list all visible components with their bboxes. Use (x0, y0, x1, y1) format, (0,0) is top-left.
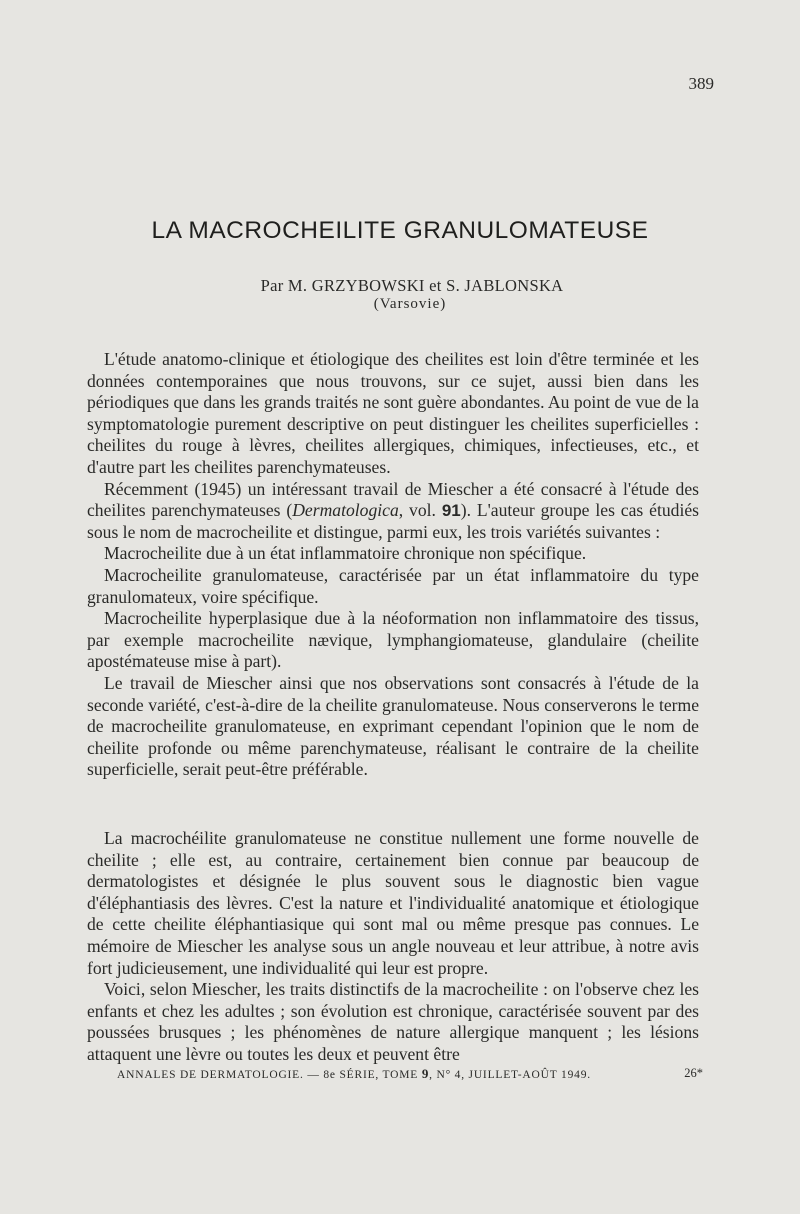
volume-number: 91 (441, 501, 461, 521)
authors-line: Par M. GRZYBOWSKI et S. JABLONSKA (260, 276, 564, 295)
paragraph: La macrochéilite granulomateuse ne constitue nullement une forme nouvelle de cheilite ; elle est, au contraire, certainement bien connue par beaucoup de dermatologistes et désignée le plus souvent sous le diagnostic bien vague d'éléphantiasis des lèvres. C'est la nature et l'individualité anatomique et étiologique de cette cheilite éléphantiasique qui sont mal ou même presque pas connues. Le mémoire de Miescher les analyse sous un angle nouveau et leur attribue, à notre avis fort judicieusement, une individualité qui leur est propre. (87, 828, 699, 978)
tome-number: 9 (421, 1066, 430, 1081)
affiliation: (Varsovie) (373, 296, 447, 312)
paragraph: Macrocheilite due à un état inflammatoire chronique non spécifique. (104, 543, 587, 564)
paragraph: Récemment (1945) un intéressant travail de Miescher a été consacré à l'étude des cheilites parenchymateuses (Dermatologica, vol. 91). L'auteur groupe les cas étudiés sous le nom de macrocheilite et distingue, parmi eux, les trois variétés suivantes : (87, 478, 699, 542)
paragraph: L'étude anatomo-clinique et étiologique des cheilites est loin d'être terminée et les données contemporaines que nous trouvons, sur ce sujet, aussi bien dans les périodiques que dans les grands traités ne sont guère abondantes. Au point de vue de la symptomatologie purement descriptive on peut distinguer les cheilites superficielles : cheilites du rouge à lèvres, cheilites allergiques, chimiques, infectieuses, etc., et d'autre part les cheilites parenchymateuses. (87, 349, 699, 477)
paragraph: Macrocheilite granulomateuse, caractérisée par un état inflammatoire du type granulomateux, voire spécifique. (87, 564, 699, 607)
page-number: 389 (688, 74, 714, 93)
journal-name: Dermatologica (292, 500, 399, 521)
body-section-1 (87, 349, 699, 781)
paragraph: Voici, selon Miescher, les traits distinctifs de la macrocheilite : on l'observe chez les enfants et chez les adultes ; son évolution est chronique, caractérisée souvent par des poussées brusques ; les phénomènes de nature allergique manquent ; les lésions attaquent une lèvre ou toutes les deux et peuvent être (87, 979, 699, 1064)
sheet-signature: 26* (684, 1066, 703, 1080)
page-footer: ANNALES DE DERMATOLOGIE. — 8e SÉRIE, TOME 9, N° 4, JUILLET-AOÛT 1949. 26* (117, 1066, 703, 1081)
paragraph: Le travail de Miescher ainsi que nos observations sont consacrés à l'étude de la seconde variété, c'est-à-dire de la cheilite granulomateuse. Nous conserverons le terme de macrocheilite granulomateuse, en exprimant cependant l'opinion que le nom de cheilite profonde ou même parenchymateuse, réalisant le contraire de la cheilite superficielle, serait peut-être préférable. (87, 672, 699, 780)
paragraph: Macrocheilite hyperplasique due à la néoformation non inflammatoire des tissus, par exemple macrocheilite nævique, lymphangiomateuse, glandulaire (cheilite apostémateuse mise à part). (87, 608, 699, 672)
body-section-2 (87, 828, 699, 1066)
article-title: LA MACROCHEILITE GRANULOMATEUSE (151, 217, 649, 244)
journal-citation: ANNALES DE DERMATOLOGIE. — 8e SÉRIE, TOME (117, 1069, 422, 1081)
